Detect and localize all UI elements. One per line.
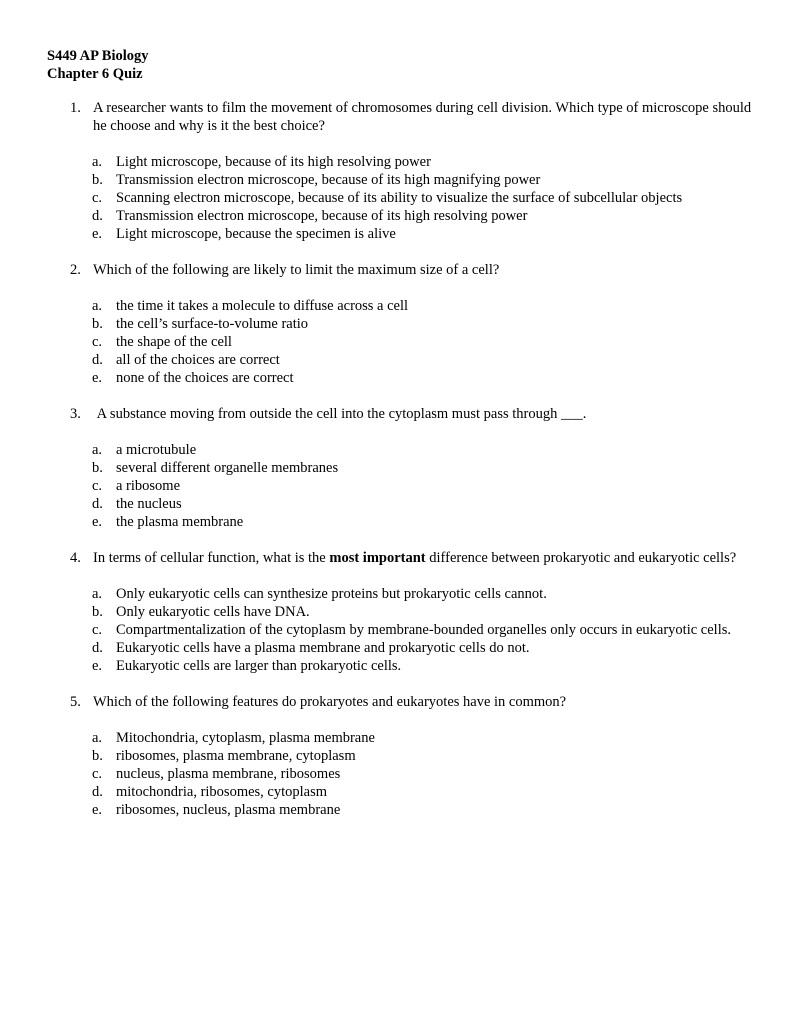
answer-option-a [47, 441, 757, 459]
answer-option-c [47, 621, 757, 639]
option-letter: a. [92, 442, 103, 458]
answer-option-c [47, 477, 757, 495]
option-letter: a. [92, 730, 103, 746]
question-number: 3. [70, 406, 81, 422]
option-text: Transmission electron microscope, because of its high resolving power [116, 208, 528, 224]
option-letter: d. [92, 208, 103, 224]
question-text: Which of the following features do prokaryotes and eukaryotes have in common? [93, 694, 567, 710]
option-letter: d. [92, 784, 103, 800]
answer-option-e [47, 369, 757, 387]
answer-option-e [47, 225, 757, 243]
answer-option-d [47, 207, 757, 225]
option-text: mitochondria, ribosomes, cytoplasm [116, 784, 328, 800]
option-text: the nucleus [116, 496, 182, 512]
option-letter: c. [92, 334, 103, 350]
option-text: the cell’s surface-to-volume ratio [116, 316, 309, 332]
option-letter: e. [92, 370, 103, 386]
option-letter: e. [92, 658, 103, 674]
option-text: Compartmentalization of the cytoplasm by membrane-bounded organelles only occurs in eukaryotic cells. [116, 622, 731, 638]
option-text: Eukaryotic cells are larger than prokaryotic cells. [116, 658, 402, 674]
answer-option-b [47, 747, 757, 765]
option-text: Mitochondria, cytoplasm, plasma membrane [116, 730, 375, 746]
question-1 [47, 99, 757, 243]
answer-option-c [47, 765, 757, 783]
answer-option-e [47, 801, 757, 819]
option-text: Transmission electron microscope, because of its high magnifying power [116, 172, 541, 188]
question-2 [47, 261, 757, 387]
question-text-part: difference between prokaryotic and eukaryotic cells? [425, 550, 737, 566]
option-text: several different organelle membranes [116, 460, 339, 476]
answer-options [47, 153, 757, 243]
answer-option-e [47, 657, 757, 675]
option-letter: c. [92, 478, 103, 494]
answer-option-d [47, 351, 757, 369]
option-text: a microtubule [116, 442, 197, 458]
option-text: Light microscope, because of its high resolving power [116, 154, 431, 170]
option-text: ribosomes, nucleus, plasma membrane [116, 802, 341, 818]
question-text-part: In terms of cellular function, what is the [93, 550, 330, 566]
option-text: Eukaryotic cells have a plasma membrane and prokaryotic cells do not. [116, 640, 530, 656]
question-4 [47, 549, 757, 675]
option-text: Only eukaryotic cells have DNA. [116, 604, 310, 620]
option-text: the plasma membrane [116, 514, 244, 530]
answer-option-b [47, 603, 757, 621]
question-number: 1. [70, 100, 81, 116]
answer-option-c [47, 189, 757, 207]
option-text: none of the choices are correct [116, 370, 294, 386]
question-number: 4. [70, 550, 81, 566]
question-text: Which of the following are likely to limit the maximum size of a cell? [93, 262, 500, 278]
question-text [93, 549, 757, 567]
option-text: Scanning electron microscope, because of its ability to visualize the surface of subcellular objects [116, 190, 683, 206]
option-text: ribosomes, plasma membrane, cytoplasm [116, 748, 356, 764]
option-letter: b. [92, 604, 103, 620]
answer-option-d [47, 783, 757, 801]
answer-options [47, 585, 757, 675]
question-5 [47, 693, 757, 819]
option-letter: b. [92, 748, 103, 764]
answer-option-b [47, 315, 757, 333]
answer-options [47, 297, 757, 387]
option-text: nucleus, plasma membrane, ribosomes [116, 766, 341, 782]
option-text: the shape of the cell [116, 334, 232, 350]
option-letter: b. [92, 316, 103, 332]
course-title: S449 AP Biology [47, 48, 149, 64]
answer-option-e [47, 513, 757, 531]
option-text: the time it takes a molecule to diffuse across a cell [116, 298, 409, 314]
option-letter: e. [92, 802, 103, 818]
question-3 [47, 405, 757, 531]
answer-option-a [47, 729, 757, 747]
option-letter: a. [92, 586, 103, 602]
option-text: all of the choices are correct [116, 352, 280, 368]
answer-option-b [47, 171, 757, 189]
option-letter: c. [92, 766, 103, 782]
option-letter: c. [92, 622, 103, 638]
option-letter: a. [92, 154, 103, 170]
answer-option-c [47, 333, 757, 351]
option-letter: b. [92, 460, 103, 476]
option-letter: a. [92, 298, 103, 314]
question-number: 5. [70, 694, 81, 710]
option-letter: d. [92, 496, 103, 512]
option-text: Light microscope, because the specimen is alive [116, 226, 396, 242]
document-header [47, 47, 149, 83]
quiz-title: Chapter 6 Quiz [47, 66, 143, 82]
option-letter: e. [92, 226, 103, 242]
answer-option-d [47, 639, 757, 657]
answer-options [47, 729, 757, 819]
answer-option-d [47, 495, 757, 513]
answer-option-b [47, 459, 757, 477]
question-text: A researcher wants to film the movement of chromosomes during cell division. Which type of microscope should he choose and why is it the best choice? [93, 100, 752, 134]
emphasized-text: most important [329, 550, 426, 566]
option-letter: e. [92, 514, 103, 530]
answer-options [47, 441, 757, 531]
question-list [47, 99, 757, 837]
option-letter: d. [92, 640, 103, 656]
option-letter: c. [92, 190, 103, 206]
answer-option-a [47, 153, 757, 171]
answer-option-a [47, 297, 757, 315]
option-text: a ribosome [116, 478, 181, 494]
option-text: Only eukaryotic cells can synthesize proteins but prokaryotic cells cannot. [116, 586, 547, 602]
question-number: 2. [70, 262, 81, 278]
answer-option-a [47, 585, 757, 603]
question-text: A substance moving from outside the cell into the cytoplasm must pass through ___. [93, 406, 587, 422]
option-letter: b. [92, 172, 103, 188]
option-letter: d. [92, 352, 103, 368]
